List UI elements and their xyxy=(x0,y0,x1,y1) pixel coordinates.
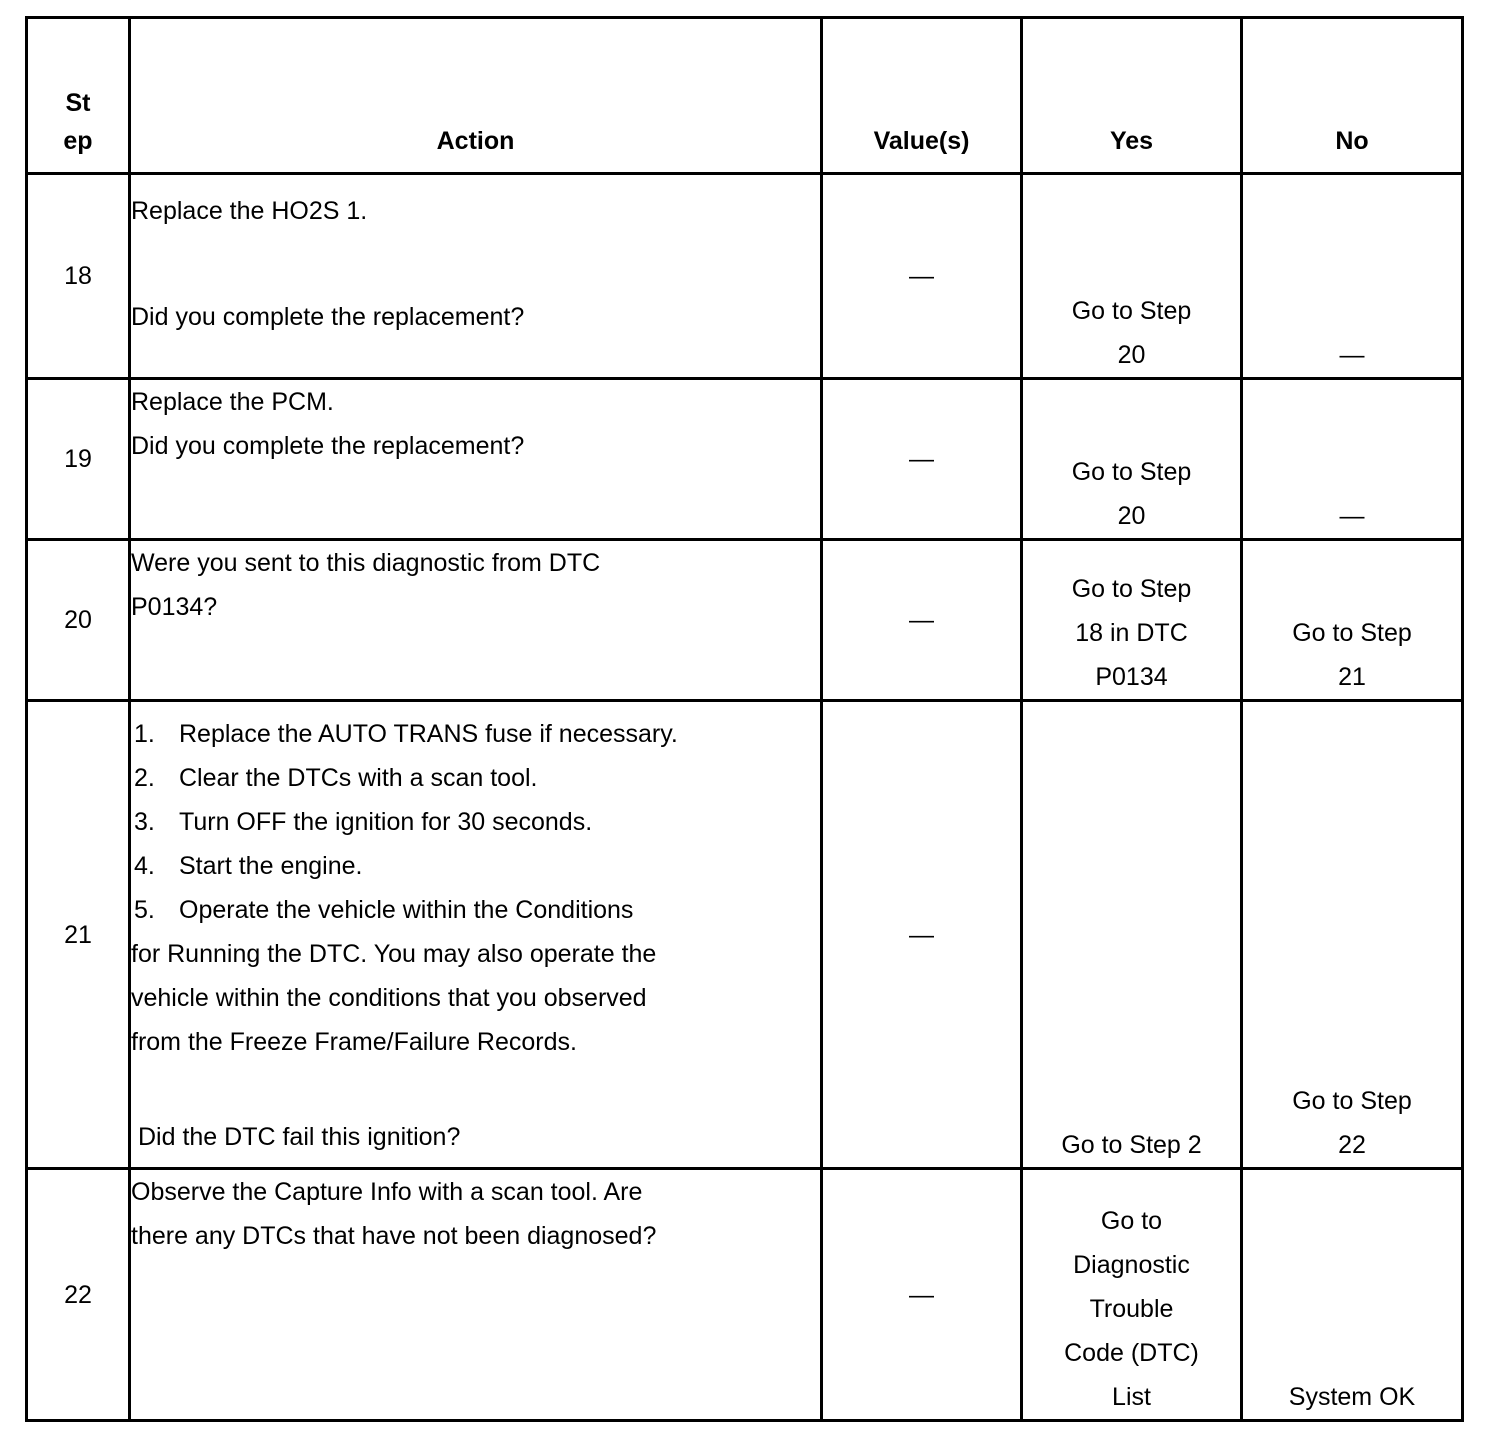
action-text: P0134? xyxy=(131,593,218,621)
action-question: Did you complete the replacement? xyxy=(131,432,525,460)
action-text: vehicle within the conditions that you observed xyxy=(131,984,647,1012)
step-number: 22 xyxy=(27,1169,130,1421)
list-item: 3. Turn OFF the ignition for 30 seconds. xyxy=(134,808,593,836)
step-number: 20 xyxy=(27,540,130,701)
value-cell: — xyxy=(822,540,1022,701)
action-question: Did the DTC fail this ignition? xyxy=(138,1123,461,1151)
action-cell xyxy=(130,174,822,379)
table-row xyxy=(27,1169,1463,1421)
header-no: No xyxy=(1242,18,1463,174)
yes-cell: Go to Step 18 in DTC P0134 xyxy=(1022,540,1242,701)
action-text: Observe the Capture Info with a scan tool. Are xyxy=(131,1178,643,1206)
table-row xyxy=(27,174,1463,379)
header-yes: Yes xyxy=(1022,18,1242,174)
yes-cell: Go to Step 2 xyxy=(1022,701,1242,1169)
no-cell: — xyxy=(1242,174,1463,379)
yes-cell: Go to Diagnostic Trouble Code (DTC) List xyxy=(1022,1169,1242,1421)
table-row xyxy=(27,379,1463,540)
value-cell: — xyxy=(822,174,1022,379)
step-number: 21 xyxy=(27,701,130,1169)
header-action: Action xyxy=(130,18,822,174)
action-text: Replace the HO2S 1. xyxy=(131,197,368,225)
table-row xyxy=(27,540,1463,701)
list-item: 2. Clear the DTCs with a scan tool. xyxy=(134,764,538,792)
no-cell: System OK xyxy=(1242,1169,1463,1421)
yes-cell: Go to Step 20 xyxy=(1022,174,1242,379)
action-steps-list xyxy=(131,712,820,932)
table-row xyxy=(27,701,1463,1169)
list-item: 1. Replace the AUTO TRANS fuse if necessary. xyxy=(134,720,678,748)
step-number: 19 xyxy=(27,379,130,540)
action-text: Replace the PCM. xyxy=(131,388,334,416)
action-cell xyxy=(130,701,822,1169)
action-question: Did you complete the replacement? xyxy=(131,303,525,331)
value-cell: — xyxy=(822,1169,1022,1421)
action-cell xyxy=(130,540,822,701)
yes-cell: Go to Step 20 xyxy=(1022,379,1242,540)
action-text: from the Freeze Frame/Failure Records. xyxy=(131,1028,577,1056)
header-values: Value(s) xyxy=(822,18,1022,174)
list-item: 5. Operate the vehicle within the Conditions xyxy=(134,896,634,924)
action-cell xyxy=(130,1169,822,1421)
action-text: Were you sent to this diagnostic from DTC xyxy=(131,549,601,577)
action-text: there any DTCs that have not been diagnosed? xyxy=(131,1222,657,1250)
no-cell: Go to Step 21 xyxy=(1242,540,1463,701)
no-cell: Go to Step 22 xyxy=(1242,701,1463,1169)
no-cell: — xyxy=(1242,379,1463,540)
value-cell: — xyxy=(822,701,1022,1169)
action-cell xyxy=(130,379,822,540)
header-row xyxy=(27,18,1463,174)
step-number: 18 xyxy=(27,174,130,379)
action-text: for Running the DTC. You may also operate the xyxy=(131,940,657,968)
header-step: St ep xyxy=(27,18,130,174)
diagnostic-table xyxy=(25,16,1464,1422)
list-item: 4. Start the engine. xyxy=(134,852,363,880)
value-cell: — xyxy=(822,379,1022,540)
